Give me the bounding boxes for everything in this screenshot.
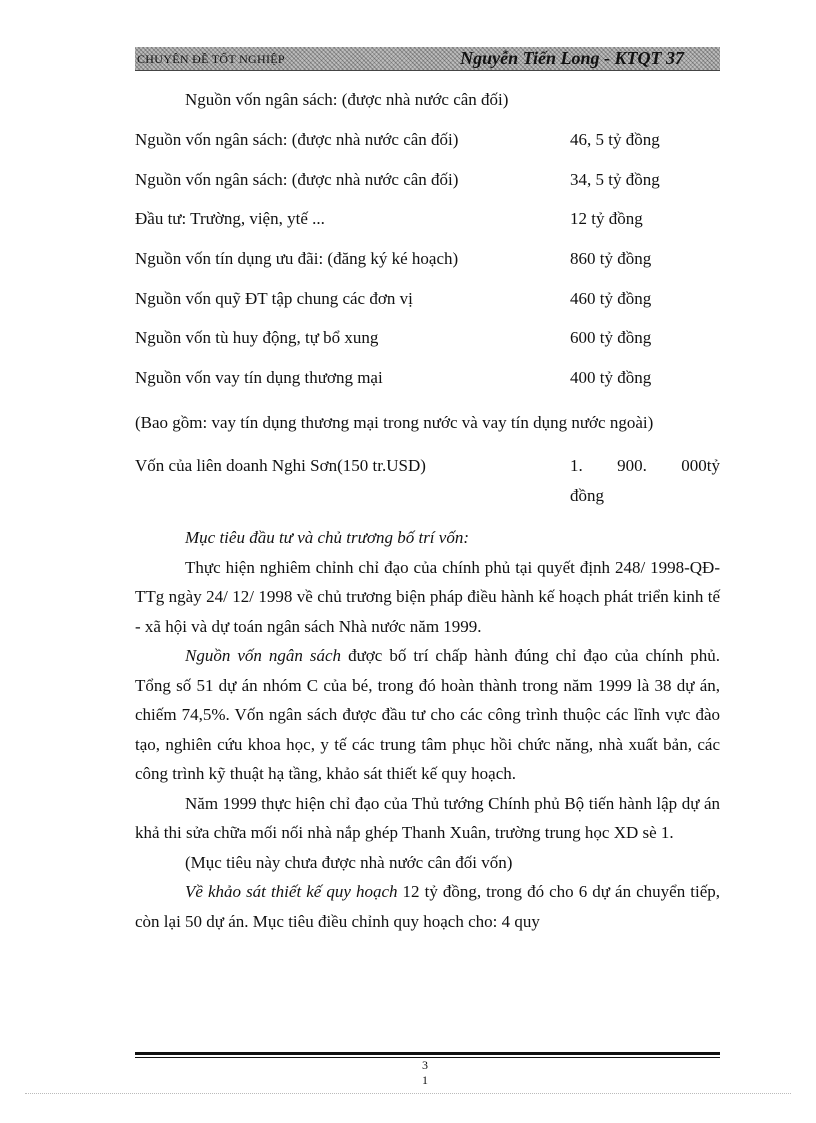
budget-value: 400 tỷ đồng <box>570 368 652 387</box>
budget-row <box>135 328 720 348</box>
budget-value: 34, 5 tỷ đồng <box>570 170 660 189</box>
budget-value: 12 tỷ đồng <box>570 209 643 228</box>
budget-value: 460 tỷ đồng <box>570 289 652 308</box>
budget-label: Nguồn vốn ngân sách: (được nhà nước cân đối) <box>135 130 459 149</box>
paragraph-1: Thực hiện nghiêm chỉnh chỉ đạo của chính phủ tại quyết định 248/ 1998-QĐ-TTg ngày 24/ 12/ 1998 về chủ trương biện pháp điều hành kế hoạch phát triển kinh tế - xã hội và dự toán ngân sách Nhà nước năm 1999. <box>135 557 720 636</box>
budget-row <box>135 249 720 269</box>
page-number-line1: 3 <box>422 1058 428 1072</box>
paragraph-5-rest: 12 tỷ đồng, trong đó cho 6 dự án chuyển tiếp, còn lại 50 dự án. Mục tiêu điều chỉnh quy hoạch cho: 4 quy <box>135 882 721 931</box>
paragraph-2-rest: được bố trí chấp hành đúng chỉ đạo của chính phủ. Tổng số 51 dự án nhóm C của bé, trong đó hoàn thành trong năm 1999 là 38 dự án, chiếm 74,5%. Vốn ngân sách được đầu tư cho các công trình thuộc các lĩnh vực đào tạo, nghiên cứu khoa học, y tế các trung tâm phục hồi chức năng, nhà xuất bản, các công trình kỹ thuật hạ tầng, khảo sát thiết kế quy hoạch. <box>135 646 721 783</box>
note-paragraph: (Bao gồm: vay tín dụng thương mại trong nước và vay tín dụng nước ngoài) <box>135 413 654 432</box>
budget-value: 600 tỷ đồng <box>570 328 652 347</box>
budget-label: Nguồn vốn tù huy động, tự bổ xung <box>135 328 379 347</box>
budget-value: 860 tỷ đồng <box>570 249 652 268</box>
section-title: Mục tiêu đầu tư và chủ trương bố trí vốn: <box>185 528 469 547</box>
page-number-line2: 1 <box>422 1073 428 1087</box>
paragraph-5 <box>135 877 720 936</box>
budget-label: Nguồn vốn tín dụng ưu đãi: (đăng ký ké hoạch) <box>135 249 459 268</box>
header-author: Nguyễn Tiến Long - KTQT 37 <box>460 48 684 68</box>
paragraph-4: (Mục tiêu này chưa được nhà nước cân đối vốn) <box>185 852 513 872</box>
header-title: CHUYÊN ĐỀ TỐT NGHIỆP <box>137 52 285 66</box>
budget-label: Đầu tư: Trường, viện, ytế ... <box>135 209 325 228</box>
intro-line: Nguồn vốn ngân sách: (được nhà nước cân đối) <box>185 90 509 109</box>
budget-row <box>135 209 720 229</box>
budget-label: Nguồn vốn ngân sách: (được nhà nước cân đối) <box>135 170 459 189</box>
budget-row <box>135 130 720 150</box>
budget-row <box>135 368 720 388</box>
budget-row <box>135 289 720 309</box>
page-header <box>135 47 720 71</box>
page-bottom-divider <box>25 1093 791 1094</box>
joint-venture-value-line2: đồng <box>570 486 604 505</box>
document-body <box>135 90 720 936</box>
joint-venture-label: Vốn của liên doanh Nghi Sơn(150 tr.USD) <box>135 456 426 475</box>
paragraph-2 <box>135 641 720 789</box>
joint-venture-value-line1: 1. 900. 000tỷ <box>570 456 720 475</box>
paragraph-5-lead: Về khảo sát thiết kế quy hoạch <box>185 882 398 901</box>
joint-venture-value <box>570 451 720 511</box>
paragraph-3: Năm 1999 thực hiện chỉ đạo của Thủ tướng Chính phủ Bộ tiến hành lập dự án khả thi sửa chữa mối nối nhà nắp ghép Thanh Xuân, trường trung học XD sè 1. <box>135 793 720 842</box>
footer-rule-thick <box>135 1052 720 1055</box>
paragraph-2-lead: Nguồn vốn ngân sách <box>185 646 342 665</box>
budget-label: Nguồn vốn vay tín dụng thương mại <box>135 368 383 387</box>
budget-label: Nguồn vốn quỹ ĐT tập chung các đơn vị <box>135 289 413 308</box>
budget-row <box>135 170 720 190</box>
page-number <box>415 1058 435 1088</box>
budget-value: 46, 5 tỷ đồng <box>570 130 660 149</box>
joint-venture-row <box>135 451 720 511</box>
